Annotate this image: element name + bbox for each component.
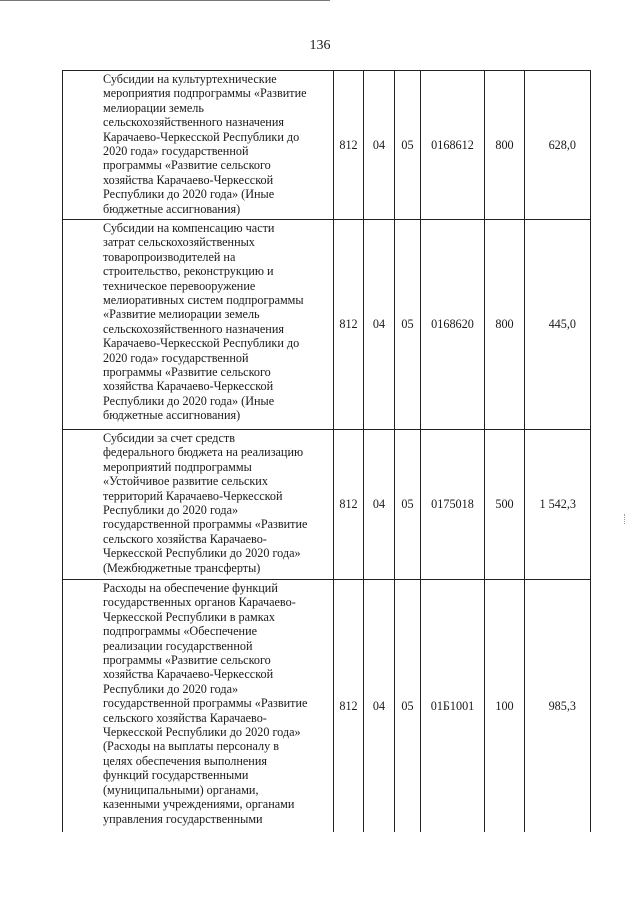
section-cell: 04 <box>364 71 395 220</box>
amount-cell: 1 542,3 <box>525 430 591 580</box>
top-rule <box>0 0 330 1</box>
target-article-cell: 0175018 <box>421 430 485 580</box>
row-description: Субсидии за счет средств федерального бюджета на реализацию мероприятий подпрограммы «Устойчивое развитие сельских территорий Карачаево-Черкесской Республики до 2020 года» государственной программы «Развитие сельского хозяйства Карачаево- Черкесской Республики до 2020 года» (Межбюджетные трансферты) <box>103 431 308 575</box>
table-row <box>63 71 591 220</box>
section-cell: 04 <box>364 220 395 430</box>
row-description: Субсидии на культуртехнические мероприятия подпрограммы «Развитие мелиорации земель сельскохозяйственного назначения Карачаево-Черкесской Республики до 2020 года» государственной программы «Развитие сельского хозяйства Карачаево-Черкесской Республики до 2020 года» (Иные бюджетные ассигнования) <box>103 72 307 216</box>
amount-cell: 628,0 <box>525 71 591 220</box>
row-description: Расходы на обеспечение функций государственных органов Карачаево- Черкесской Республики в рамках подпрограммы «Обеспечение реализации государственной программы «Развитие сельского хозяйства Карачаево-Черкесской Республики до 2020 года» государственной программы «Развитие сельского хозяйства Карачаево- Черкесской Республики до 2020 года» (Расходы на выплаты персоналу в целях обеспечения выполнения функций государственными (муниципальными) органами, казенными учреждениями, органами управления государственными <box>103 581 308 826</box>
expense-type-cell: 800 <box>485 220 525 430</box>
amount-cell: 985,3 <box>525 580 591 832</box>
table-row <box>63 580 591 832</box>
grbs-cell: 812 <box>334 430 364 580</box>
subsection-cell: 05 <box>395 220 421 430</box>
row-description-cell <box>63 220 334 430</box>
target-article-cell: 0168620 <box>421 220 485 430</box>
page-number: 136 <box>309 38 331 53</box>
grbs-cell: 812 <box>334 580 364 832</box>
budget-table <box>62 70 591 832</box>
expense-type-cell: 500 <box>485 430 525 580</box>
grbs-cell: 812 <box>334 71 364 220</box>
section-cell: 04 <box>364 430 395 580</box>
grbs-cell: 812 <box>334 220 364 430</box>
subsection-cell: 05 <box>395 430 421 580</box>
amount-cell: 445,0 <box>525 220 591 430</box>
target-article-cell: 0168612 <box>421 71 485 220</box>
expense-type-cell: 800 <box>485 71 525 220</box>
table-row <box>63 430 591 580</box>
subsection-cell: 05 <box>395 71 421 220</box>
row-description-cell <box>63 71 334 220</box>
section-cell: 04 <box>364 580 395 832</box>
scan-edge-mark <box>624 514 627 524</box>
row-description-cell <box>63 430 334 580</box>
target-article-cell: 01Б1001 <box>421 580 485 832</box>
table-row <box>63 220 591 430</box>
row-description: Субсидии на компенсацию части затрат сельскохозяйственных товаропроизводителей на строительство, реконструкцию и техническое перевооружение мелиоративных систем подпрограммы «Развитие мелиорации земель сельскохозяйственного назначения Карачаево-Черкесской Республики до 2020 года» государственной программы «Развитие сельского хозяйства Карачаево-Черкесской Республики до 2020 года» (Иные бюджетные ассигнования) <box>103 221 304 423</box>
subsection-cell: 05 <box>395 580 421 832</box>
expense-type-cell: 100 <box>485 580 525 832</box>
row-description-cell <box>63 580 334 832</box>
